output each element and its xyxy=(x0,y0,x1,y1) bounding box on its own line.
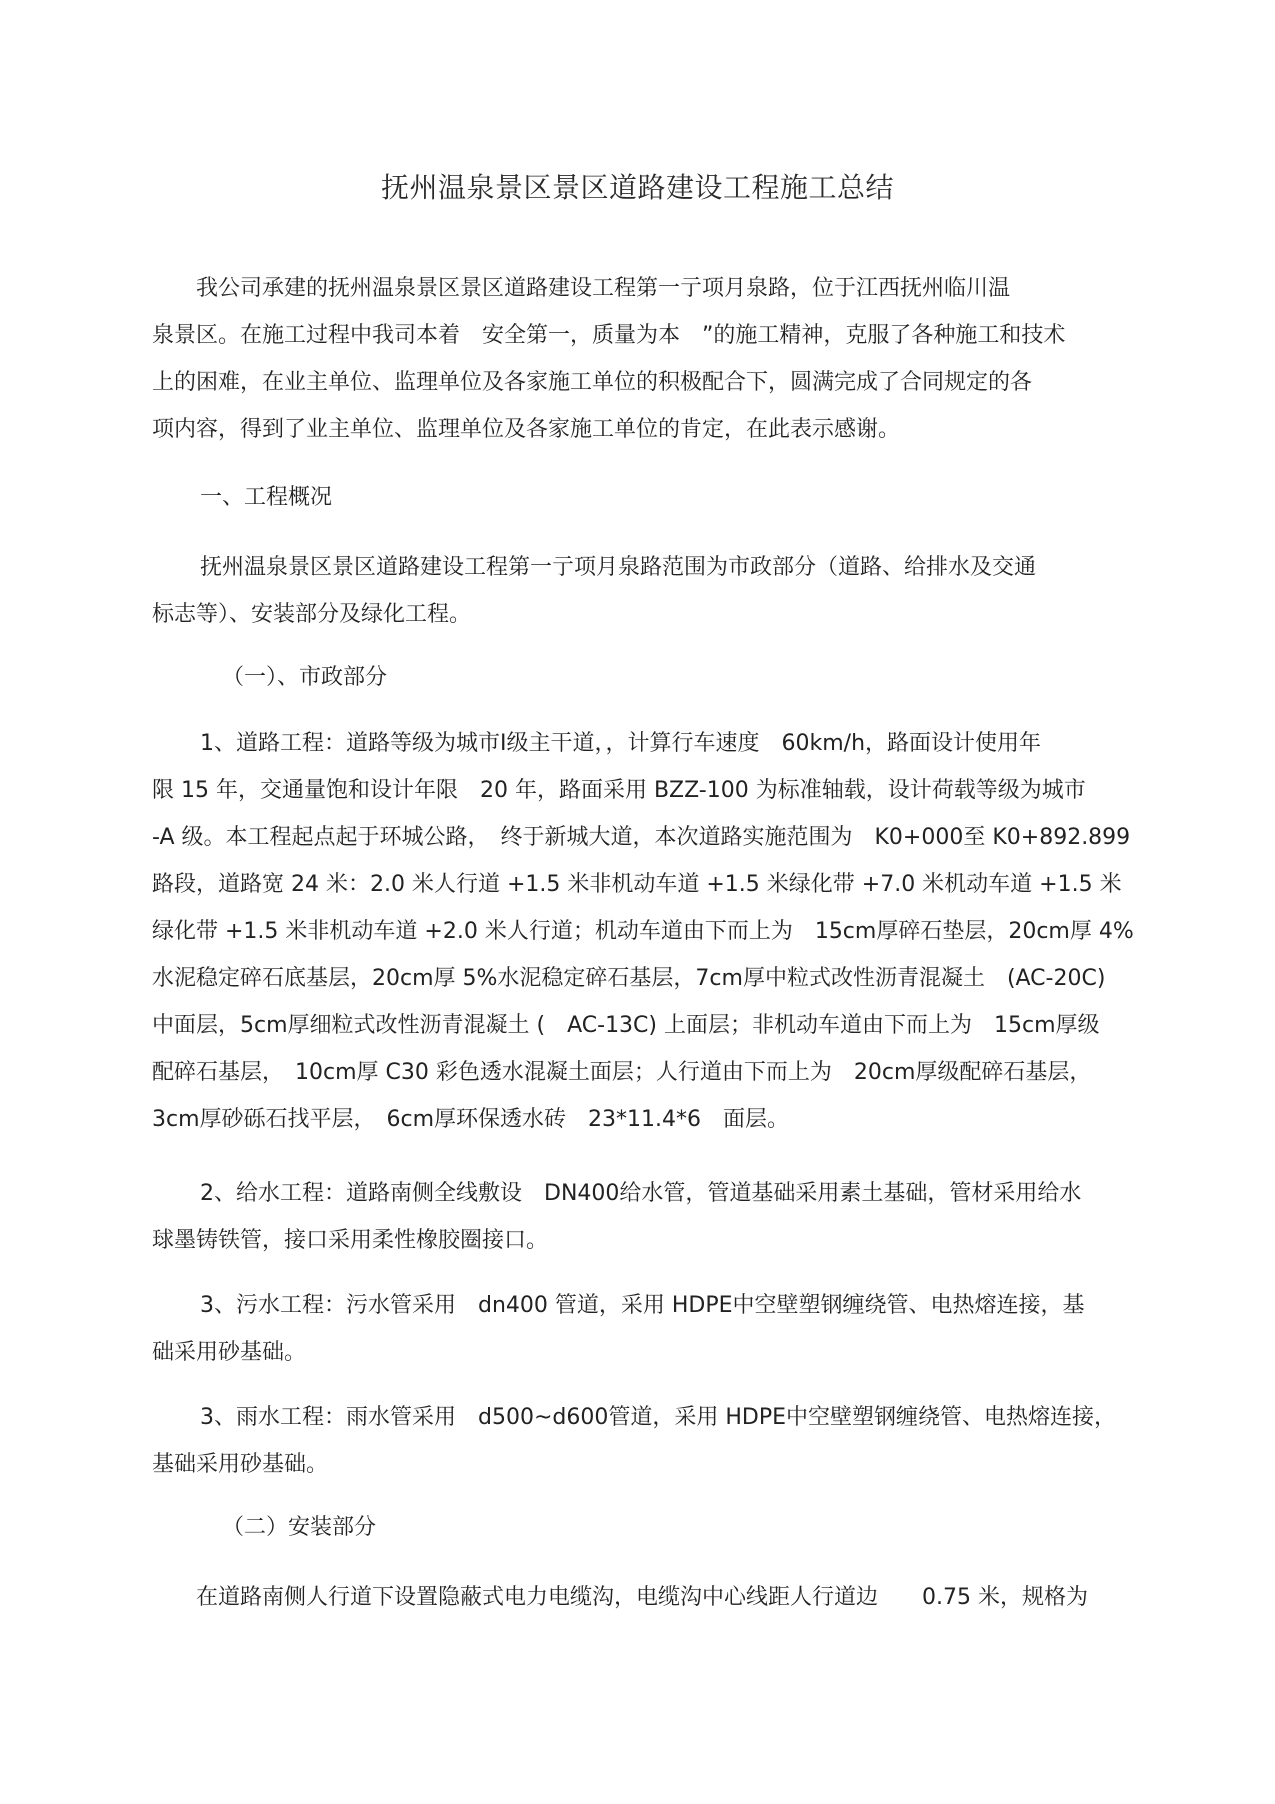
text-line: 配碎石基层， 10cm厚 C30 彩色透水混凝土面层；人行道由下而上为 20cm厚级配碎石基层， xyxy=(152,1060,1092,1085)
installation-paragraph xyxy=(152,1574,1192,1621)
text-line: 标志等）、安装部分及绿化工程。 xyxy=(152,602,472,627)
text-line: 球墨铸铁管，接口采用柔性橡胶圈接口。 xyxy=(152,1228,549,1253)
intro-paragraph xyxy=(152,265,1192,453)
subsection-heading-municipal: （一）、市政部分 xyxy=(222,665,388,690)
text-line: 绿化带 +1.5 米非机动车道 +2.0 米人行道；机动车道由下而上为 15cm厚碎石垫层，20cm厚 4% xyxy=(152,919,1134,944)
water-supply-paragraph xyxy=(152,1170,1192,1264)
text-line: 础采用砂基础。 xyxy=(152,1340,307,1365)
text-line: 限 15 年，交通量饱和设计年限 20 年，路面采用 BZZ-100 为标准轴载，设计荷载等级为城市 xyxy=(152,778,1086,803)
overview-paragraph xyxy=(152,544,1192,638)
text-line: 3、雨水工程：雨水管采用 d500~d600管道，采用 HDPE中空壁塑钢缠绕管、电热熔连接， xyxy=(200,1405,1116,1430)
text-line: 项内容，得到了业主单位、监理单位及各家施工单位的肯定，在此表示感谢。 xyxy=(152,417,901,442)
text-line: 我公司承建的抚州温泉景区景区道路建设工程第一亍项月泉路，位于江西抚州临川温 xyxy=(152,276,1011,301)
text-line: 中面层，5cm厚细粒式改性沥青混凝土 ( AC-13C) 上面层；非机动车道由下而上为 15cm厚级 xyxy=(152,1013,1100,1038)
road-paragraph xyxy=(152,720,1192,1143)
text-line: 3cm厚砂砾石找平层， 6cm厚环保透水砖 23*11.4*6 面层。 xyxy=(152,1107,790,1132)
text-line: 泉景区。在施工过程中我司本着 安全第一，质量为本 ”的施工精神，克服了各种施工和技术 xyxy=(152,323,1066,348)
text-line: 基础采用砂基础。 xyxy=(152,1452,329,1477)
text-line: 路段，道路宽 24 米：2.0 米人行道 +1.5 米非机动车道 +1.5 米绿化带 +7.0 米机动车道 +1.5 米 xyxy=(152,872,1122,897)
subsection-heading-installation: （二）安装部分 xyxy=(222,1515,377,1540)
text-line: 1、道路工程：道路等级为城市Ⅰ级主干道，，计算行车速度 60km/h，路面设计使用年 xyxy=(200,731,1042,756)
text-line: 2、给水工程：道路南侧全线敷设 DN400给水管，管道基础采用素土基础，管材采用给水 xyxy=(200,1181,1082,1206)
text-line: 水泥稳定碎石底基层，20cm厚 5%水泥稳定碎石基层，7cm厚中粒式改性沥青混凝土 (AC-20C) xyxy=(152,966,1106,991)
rainwater-paragraph xyxy=(152,1394,1192,1488)
sewage-paragraph xyxy=(152,1282,1192,1376)
section-heading-overview: 一、工程概况 xyxy=(200,485,333,510)
text-line: 在道路南侧人行道下设置隐蔽式电力电缆沟，电缆沟中心线距人行道边 0.75 米，规格为 xyxy=(196,1585,1088,1610)
text-line: -A 级。本工程起点起于环城公路， 终于新城大道，本次道路实施范围为 K0+000至 K0+892.899 xyxy=(152,825,1131,850)
text-line: 上的困难，在业主单位、监理单位及各家施工单位的积极配合下，圆满完成了合同规定的各 xyxy=(152,370,1033,395)
text-line: 抚州温泉景区景区道路建设工程第一亍项月泉路范围为市政部分（道路、给排水及交通 xyxy=(200,555,1037,580)
text-line: 3、污水工程：污水管采用 dn400 管道，采用 HDPE中空壁塑钢缠绕管、电热熔连接，基 xyxy=(200,1293,1085,1318)
document-title: 抚州温泉景区景区道路建设工程施工总结 xyxy=(380,171,894,204)
